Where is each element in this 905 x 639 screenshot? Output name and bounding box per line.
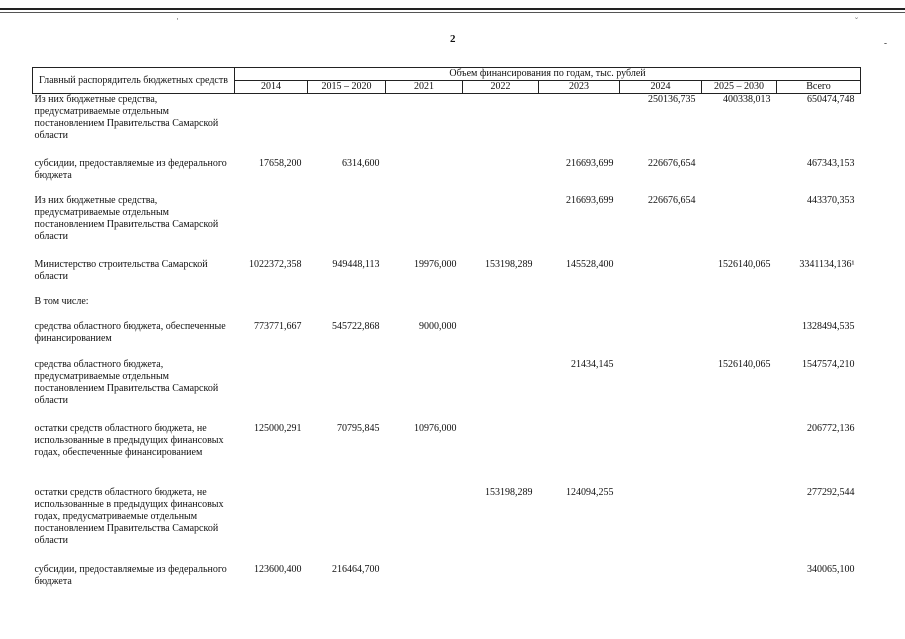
row-total: 277292,544 — [807, 486, 855, 498]
row-value — [702, 321, 777, 359]
header-total: Всего — [777, 81, 861, 94]
row-label: Из них бюджетные средства, предусматриваемые отдельным постановлением Правительства Самарской области — [34, 94, 219, 141]
row-label: субсидии, предоставляемые из федерального бюджета — [34, 563, 227, 587]
row-value — [235, 359, 308, 423]
row-value — [702, 423, 777, 487]
header-year: 2023 — [539, 81, 620, 94]
row-value — [463, 94, 539, 158]
row-value — [463, 195, 539, 259]
table-row — [33, 359, 861, 423]
row-value — [463, 158, 539, 195]
page-number: 2 — [450, 33, 456, 45]
row-label: Из них бюджетные средства, предусматриваемые отдельным постановлением Правительства Самарской области — [34, 194, 219, 242]
top-border-line — [0, 8, 905, 10]
row-value — [539, 296, 620, 321]
top-border-line-thin — [0, 12, 905, 13]
row-value — [463, 359, 539, 423]
table-row — [33, 94, 861, 158]
row-value — [539, 564, 620, 594]
row-value: 6314,600 — [342, 157, 380, 169]
row-value — [539, 423, 620, 487]
row-value: 21434,145 — [571, 358, 614, 370]
table-row — [33, 321, 861, 359]
header-year: 2015 – 2020 — [308, 81, 386, 94]
row-value — [308, 296, 386, 321]
row-value — [620, 487, 702, 564]
row-label: остатки средств областного бюджета, не использованные в предыдущих финансовых годах, предусматриваемые отдельным постановлением Правительства Самарской области — [34, 486, 224, 546]
budget-table-body — [33, 94, 861, 594]
row-value: 226676,654 — [648, 194, 696, 206]
row-value: 19976,000 — [414, 258, 457, 270]
row-value — [235, 195, 308, 259]
table-row — [33, 487, 861, 564]
header-year: 2022 — [463, 81, 539, 94]
row-value — [386, 296, 463, 321]
row-value: 17658,200 — [259, 157, 302, 169]
row-value: 226676,654 — [648, 157, 696, 169]
row-value: 1526140,065 — [718, 358, 771, 370]
table-row — [33, 296, 861, 321]
table-row — [33, 259, 861, 296]
row-value — [620, 564, 702, 594]
row-value — [235, 487, 308, 564]
row-total: 467343,153 — [807, 157, 855, 169]
header-distributor: Главный распорядитель бюджетных средств — [33, 68, 235, 94]
row-total — [777, 296, 861, 321]
row-label: остатки средств областного бюджета, не использованные в предыдущих финансовых годах, обеспеченные финансированием — [34, 422, 224, 458]
row-value: 9000,000 — [419, 320, 457, 332]
row-value — [386, 564, 463, 594]
row-value — [620, 321, 702, 359]
row-value — [386, 487, 463, 564]
row-value: 216693,699 — [566, 157, 614, 169]
row-value: 216693,699 — [566, 194, 614, 206]
row-total: 650474,748 — [807, 94, 855, 105]
row-value — [235, 94, 308, 158]
row-value: 153198,289 — [485, 486, 533, 498]
table-row — [33, 423, 861, 487]
row-value — [235, 296, 308, 321]
row-value — [702, 195, 777, 259]
row-value — [463, 321, 539, 359]
budget-table — [32, 67, 861, 594]
header-year: 2024 — [620, 81, 702, 94]
header-year: 2021 — [386, 81, 463, 94]
row-value — [620, 259, 702, 296]
row-value — [620, 296, 702, 321]
row-value — [308, 94, 386, 158]
row-value — [539, 94, 620, 158]
scan-speck: ˘ — [855, 16, 858, 26]
row-value: 125000,291 — [254, 422, 302, 434]
row-total: 340065,100 — [807, 563, 855, 575]
row-value — [463, 564, 539, 594]
table-row — [33, 195, 861, 259]
header-year: 2014 — [235, 81, 308, 94]
row-value — [702, 158, 777, 195]
table-row — [33, 564, 861, 594]
scan-speck: · — [176, 14, 179, 24]
row-label: В том числе: — [34, 295, 89, 307]
row-value — [463, 423, 539, 487]
row-total: 1547574,210 — [802, 358, 855, 370]
row-value: 400338,013 — [723, 94, 771, 105]
row-total: 3341134,136¹ — [799, 258, 855, 270]
row-value — [620, 359, 702, 423]
row-value: 124094,255 — [566, 486, 614, 498]
row-value — [620, 423, 702, 487]
row-value — [539, 321, 620, 359]
row-value: 216464,700 — [332, 563, 380, 575]
row-value: 145528,400 — [566, 258, 614, 270]
row-value — [386, 195, 463, 259]
row-label: средства областного бюджета, предусматриваемые отдельным постановлением Правительства Самарской области — [34, 358, 219, 406]
row-value — [702, 296, 777, 321]
row-value: 773771,667 — [254, 320, 302, 332]
row-value: 250136,735 — [648, 94, 696, 105]
row-value — [308, 487, 386, 564]
row-label: средства областного бюджета, обеспеченные финансированием — [34, 320, 226, 344]
row-value — [308, 359, 386, 423]
row-total: 206772,136 — [807, 422, 855, 434]
header-financing: Объем финансирования по годам, тыс. рублей — [235, 68, 861, 81]
row-value: 153198,289 — [485, 258, 533, 270]
row-value — [463, 296, 539, 321]
row-value: 10976,000 — [414, 422, 457, 434]
row-value: 1022372,358 — [249, 258, 302, 270]
row-value: 545722,868 — [332, 320, 380, 332]
row-value — [308, 195, 386, 259]
scan-speck: - — [884, 38, 887, 48]
row-value: 949448,113 — [332, 258, 380, 270]
row-label: Министерство строительства Самарской области — [34, 258, 208, 282]
table-row — [33, 158, 861, 195]
row-value — [702, 564, 777, 594]
row-value: 1526140,065 — [718, 258, 771, 270]
row-total: 443370,353 — [807, 194, 855, 206]
row-value — [386, 158, 463, 195]
row-value — [702, 487, 777, 564]
row-value — [386, 359, 463, 423]
row-label: субсидии, предоставляемые из федерального бюджета — [34, 157, 227, 181]
row-total: 1328494,535 — [802, 320, 855, 332]
row-value: 70795,845 — [337, 422, 380, 434]
header-year: 2025 – 2030 — [702, 81, 777, 94]
row-value: 123600,400 — [254, 563, 302, 575]
row-value — [386, 94, 463, 158]
